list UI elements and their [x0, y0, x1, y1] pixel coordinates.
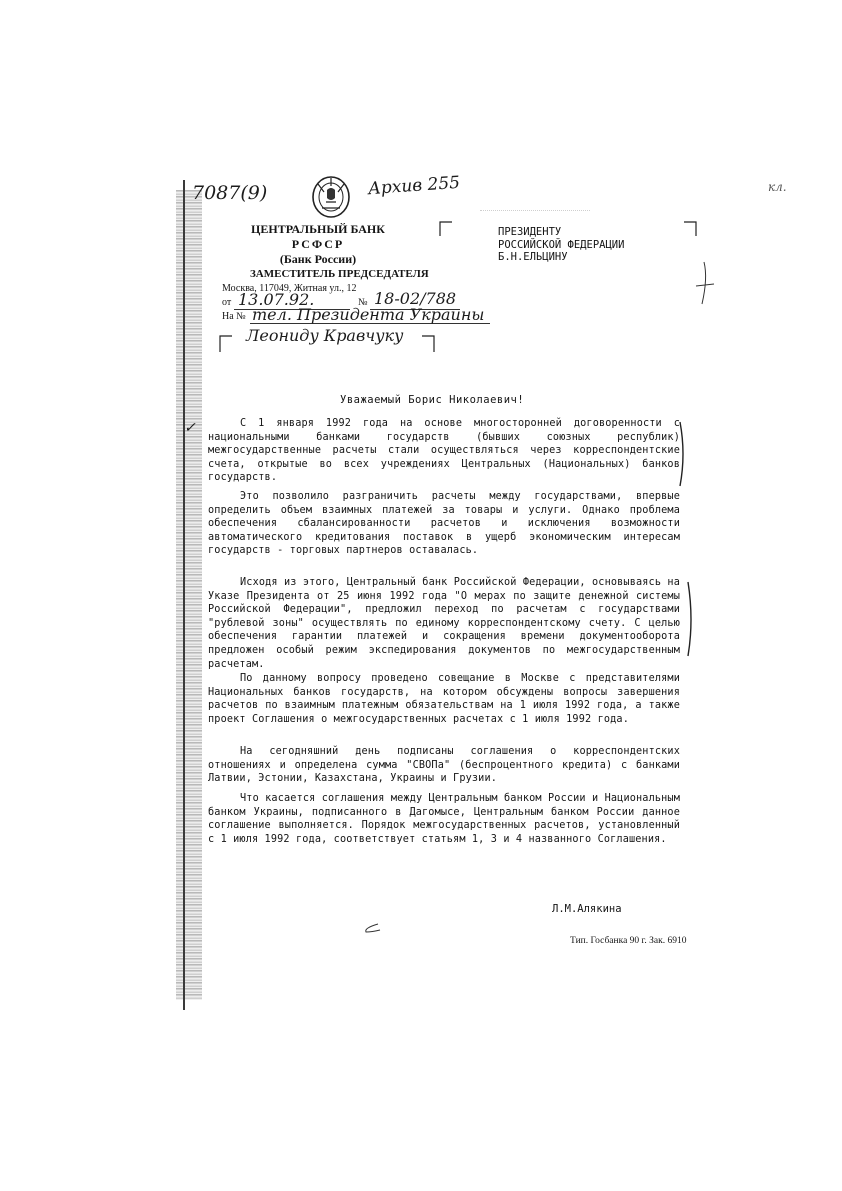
address-corner-brackets: [218, 332, 438, 354]
handwritten-ref-number: 7087(9): [192, 182, 268, 204]
bank-letterhead: [238, 222, 398, 267]
body-paragraph-2: Это позволило разграничить расчеты между государствами, впервые определить объем взаимных платежей за товары и услуги. Однако проблема обеспечения сбалансированности расчетов и исключения возможности автоматического кредитования поставок в ущерб экономическим интересам государств - торговых партнеров оставалась.: [208, 491, 680, 557]
handwritten-date: 13.07.92.: [238, 290, 315, 309]
binding-line: [183, 180, 185, 1010]
handwritten-archive-note: Архив 255: [367, 172, 461, 200]
signatory-name: Л.М.Алякина: [552, 903, 622, 915]
bank-name-line2: РСФСР: [291, 237, 345, 251]
body-paragraph-3: Исходя из этого, Центральный банк Российской Федерации, основываясь на Указе Президента от 25 июня 1992 года "О мерах по защите денежной системы Российской Федерации", предложил переход по расчетам с государствами "рублевой зоны" осуществлять по единому корреспондентскому счету. С целью обеспечения гарантии платежей и сокращения времени документооборота предложен особый режим экспедирования документов по межгосударственным расчетам.: [208, 577, 680, 670]
faint-stamp-mark: [480, 196, 590, 211]
body-paragraph-4: По данному вопросу проведено совещание в Москве с представителями Национальных банков государств, на котором обсуждены вопросы завершения расчетов по взаимным платежным обязательствам на 1 июля 1992 года, а также проект Соглашения о межгосударственных расчетах с 1 июля 1992 года.: [208, 673, 680, 725]
recipient-block: [498, 226, 624, 264]
recipient-line1: ПРЕЗИДЕНТУ: [498, 226, 562, 238]
number-label: №: [358, 297, 368, 308]
recipient-line2: РОССИЙСКОЙ ФЕДЕРАЦИИ: [498, 238, 625, 251]
reference-label: На №: [222, 311, 246, 322]
margin-pencil-mark: [690, 258, 720, 308]
handwritten-addressee-line2: Леониду Кравчуку: [246, 326, 404, 345]
margin-check-mark: ✓: [184, 420, 196, 436]
bank-address: Москва, 117049, Житная ул., 12: [222, 283, 357, 294]
margin-bracket-2: [684, 580, 698, 660]
body-paragraph-6: Что касается соглашения между Центральным банком России и Национальным банком Украины, подписанного в Дагомысе, Центральным банком России данное соглашение выполняется. Порядок межгосударственных расчетов, установленный с 1 июля 1992 года, соответствует статьям 1, 3 и 4 названного Соглашения.: [208, 793, 680, 845]
bank-name-line1: ЦЕНТРАЛЬНЫЙ БАНК: [251, 222, 385, 236]
margin-bracket-1: [676, 420, 690, 490]
print-mark: Тип. Госбанка 90 г. Зак. 6910: [570, 936, 687, 946]
bank-name-line3: (Банк России): [279, 252, 357, 266]
coat-of-arms-emblem: [308, 174, 354, 220]
salutation: Уважаемый Борис Николаевич!: [340, 394, 525, 406]
body-paragraph-5: На сегодняшний день подписаны соглашения о корреспондентских отношениях и определена сумма "СВОПа" (беспроцентного кредита) с банками Латвии, Эстонии, Казахстана, Украины и Грузии.: [208, 746, 680, 785]
signature-scribble: [360, 920, 384, 936]
handwritten-corner-note: кл.: [768, 180, 787, 194]
handwritten-outgoing-number: 18-02/788: [374, 289, 457, 308]
recipient-line3: Б.Н.ЕЛЬЦИНУ: [498, 251, 568, 263]
position-title: ЗАМЕСТИТЕЛЬ ПРЕДСЕДАТЕЛЯ: [250, 268, 429, 280]
binding-edge: [176, 190, 202, 1000]
date-label: от: [222, 297, 232, 308]
handwritten-addressee-line1: тел. Президента Украины: [252, 305, 485, 324]
body-paragraph-1: С 1 января 1992 года на основе многосторонней договоренности с национальными банками государств (бывших союзных республик) межгосударственные расчеты стали осуществляться через корреспондентские счета, открытые во всех учреждениях Центральных (Национальных) банков государств.: [208, 418, 680, 484]
